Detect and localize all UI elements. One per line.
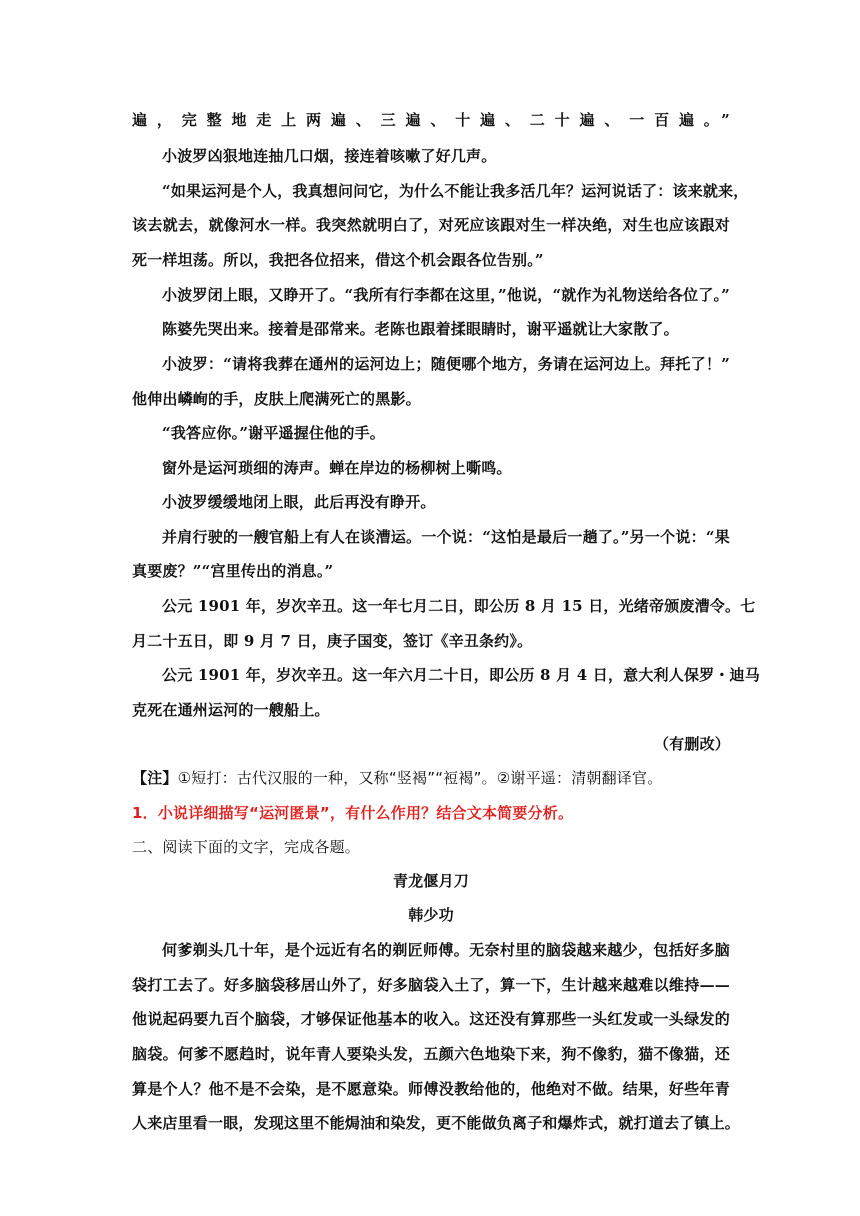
section-heading: 二、阅读下面的文字，完成各题。 xyxy=(132,838,361,856)
paragraph-line: 克死在通州运河的一艘船上。 xyxy=(132,701,330,719)
footnote xyxy=(132,768,730,788)
paragraph-line: 小波罗凶狠地连抽几口烟，接连着咳嗽了好几声。 xyxy=(162,147,497,165)
paragraph-line: 公元 1901 年，岁次辛丑。这一年六月二十日，即公历 8 月 4 日，意大利人保罗・迪马 xyxy=(162,666,760,684)
paragraph-line: 袋打工去了。好多脑袋移居山外了，好多脑袋入土了，算一下，生计越来越难以维持—— xyxy=(132,976,730,994)
paragraph-line: 死一样坦荡。所以，我把各位招来，借这个机会跟各位告别。” xyxy=(132,251,544,269)
paragraph-line: 何爹剃头几十年，是个远近有名的剃匠师傅。无奈村里的脑袋越来越少，包括好多脑 xyxy=(162,941,730,959)
paragraph-line: 该去就去，就像河水一样。我突然就明白了，对死应该跟对生一样决绝，对生也应该跟对 xyxy=(132,216,730,234)
paragraph-line: 算是个人？他不是不会染，是不愿意染。师傅没教给他的，他绝对不做。结果，好些年青 xyxy=(132,1080,730,1098)
passage-author: 韩少功 xyxy=(408,906,454,924)
paragraph-line: “我答应你。”谢平遥握住他的手。 xyxy=(162,424,385,442)
paragraph-line: 并肩行驶的一艘官船上有人在谈漕运。一个说：“这怕是最后一趟了。”另一个说：“果 xyxy=(162,528,731,546)
paragraph-line: 小波罗缓缓地闭上眼，此后再没有睁开。 xyxy=(162,493,436,511)
paragraph-line: 月二十五日，即 9 月 7 日，庚子国变，签订《辛丑条约》。 xyxy=(132,632,533,650)
paragraph-line: 他说起码要九百个脑袋，才够保证他基本的收入。这还没有算那些一头红发或一头绿发的 xyxy=(132,1010,730,1028)
paragraph-line: 小波罗闭上眼，又睁开了。“我所有行李都在这里，”他说，“就作为礼物送给各位了。” xyxy=(162,286,730,304)
paragraph-line: 人来店里看一眼，发现这里不能焗油和染发，更不能做负离子和爆炸式，就打道去了镇上。 xyxy=(132,1114,741,1132)
paragraph-line: 真要废？”“宫里传出的消息。” xyxy=(132,562,334,580)
paragraph-line: 窗外是运河琐细的涛声。蝉在岸边的杨柳树上嘶鸣。 xyxy=(162,459,512,477)
source-note: （有删改） xyxy=(653,735,730,753)
paragraph-line: 遍，完整地走上两遍、三遍、十遍、二十遍、一百遍。” xyxy=(132,111,730,129)
paragraph-line: 小波罗：“请将我葬在通州的运河边上；随便哪个地方，务请在运河边上。拜托了！” xyxy=(162,355,730,373)
paragraph-line: 公元 1901 年，岁次辛丑。这一年七月二日，即公历 8 月 15 日，光绪帝颁废漕令。七 xyxy=(162,597,756,615)
question-1: 1．小说详细描写“运河匿景”，有什么作用？结合文本简要分析。 xyxy=(132,804,574,822)
paragraph-line: 陈婆先哭出来。接着是邵常来。老陈也跟着揉眼睛时，谢平遥就让大家散了。 xyxy=(162,320,679,338)
footnote-label: 【注】 xyxy=(132,769,178,787)
passage-title: 青龙偃月刀 xyxy=(392,872,469,890)
paragraph-line: 脑袋。何爹不愿趋时，说年青人要染头发，五颜六色地染下来，狗不像豹，猫不像猫，还 xyxy=(132,1045,730,1063)
paragraph-line: “如果运河是个人，我真想问问它，为什么不能让我多活几年？运河说话了：该来就来， xyxy=(162,182,749,200)
footnote-text: ①短打：古代汉服的一种，又称“竖褐”“裋褐”。②谢平遥：清朝翻译官。 xyxy=(177,769,663,787)
paragraph-line: 他伸出嶙峋的手，皮肤上爬满死亡的黑影。 xyxy=(132,390,421,408)
